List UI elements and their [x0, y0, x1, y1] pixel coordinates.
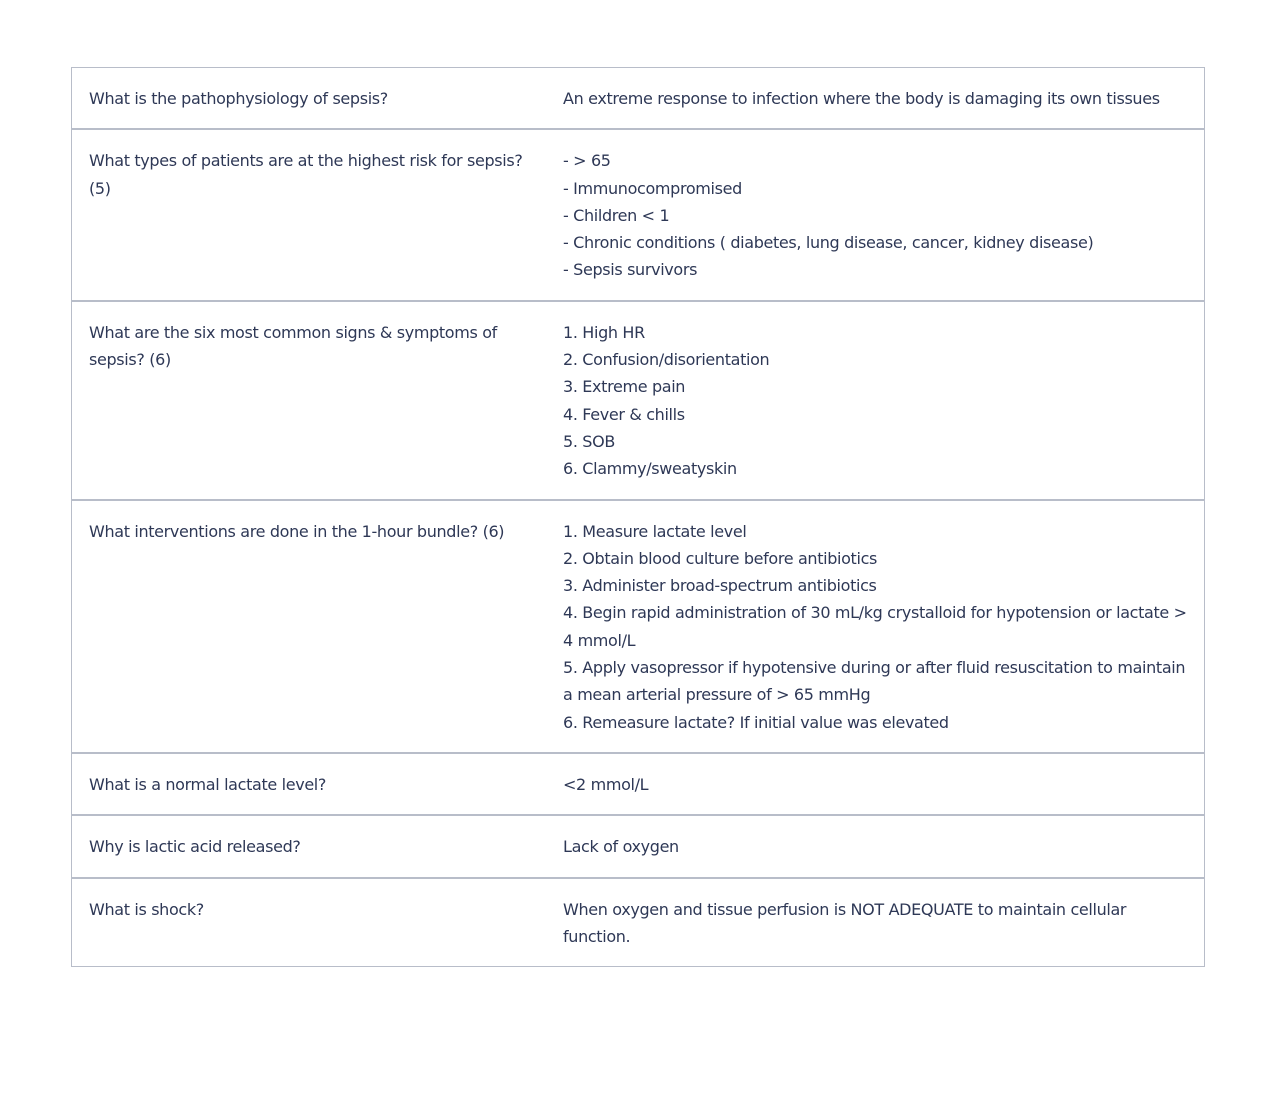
definition-cell — [563, 68, 1204, 128]
definition-line: When oxygen and tissue perfusion is NOT ADEQUATE to maintain cellular function. — [563, 899, 1131, 946]
flashcard-row — [72, 68, 1204, 128]
definition-line: 2. Confusion/disorientation — [563, 350, 770, 370]
definition-line: - > 65 — [563, 151, 611, 171]
definition-line: 4. Fever & chills — [563, 404, 685, 424]
definition-line: 3. Administer broad-spectrum antibiotics — [563, 576, 877, 596]
definition-line: 2. Obtain blood culture before antibiotics — [563, 548, 878, 568]
definition-line: 1. Measure lactate level — [563, 521, 747, 541]
flashcard-row — [72, 752, 1204, 814]
flashcard-row — [72, 300, 1204, 499]
definition-line: <2 mmol/L — [563, 774, 649, 794]
flashcard-row — [72, 877, 1204, 967]
flashcard-row — [72, 814, 1204, 876]
definition-cell — [563, 302, 1204, 499]
definition-line: 4. Begin rapid administration of 30 mL/kg crystalloid for hypotension or lactate > 4 mmol/L — [563, 603, 1192, 650]
definition-line: 3. Extreme pain — [563, 377, 686, 397]
definition-cell — [563, 879, 1204, 967]
flashcard-row — [72, 128, 1204, 299]
term-cell: What is shock? — [89, 899, 204, 919]
term-cell: Why is lactic acid released? — [89, 837, 301, 857]
term-cell: What is the pathophysiology of sepsis? — [89, 89, 388, 108]
definition-line: 6. Clammy/sweatyskin — [563, 459, 737, 479]
term-cell: What types of patients are at the highest risk for sepsis? (5) — [89, 151, 523, 198]
definition-line: An extreme response to infection where the body is damaging its own tissues — [563, 89, 1160, 108]
definition-cell — [563, 130, 1204, 299]
definition-line: - Children < 1 — [563, 205, 670, 225]
definition-line: - Chronic conditions ( diabetes, lung disease, cancer, kidney disease) — [563, 233, 1094, 253]
definition-cell — [563, 754, 1204, 814]
definition-cell — [563, 501, 1204, 752]
definition-line: 5. Apply vasopressor if hypotensive during or after fluid resuscitation to maintain a mean arterial pressure of > 65 mmHg — [563, 658, 1190, 705]
definition-line: 5. SOB — [563, 431, 615, 451]
term-cell: What is a normal lactate level? — [89, 774, 327, 794]
flashcard-row — [72, 499, 1204, 752]
definition-line: Lack of oxygen — [563, 837, 679, 857]
definition-line: - Sepsis survivors — [563, 260, 698, 280]
definition-line: 1. High HR — [563, 322, 645, 342]
definition-line: 6. Remeasure lactate? If initial value was elevated — [563, 712, 949, 732]
definition-line: - Immunocompromised — [563, 178, 742, 198]
term-cell: What are the six most common signs & symptoms of sepsis? (6) — [89, 322, 497, 370]
term-cell: What interventions are done in the 1-hour bundle? (6) — [89, 521, 505, 541]
flashcard-table — [71, 67, 1205, 967]
definition-cell — [563, 816, 1204, 876]
